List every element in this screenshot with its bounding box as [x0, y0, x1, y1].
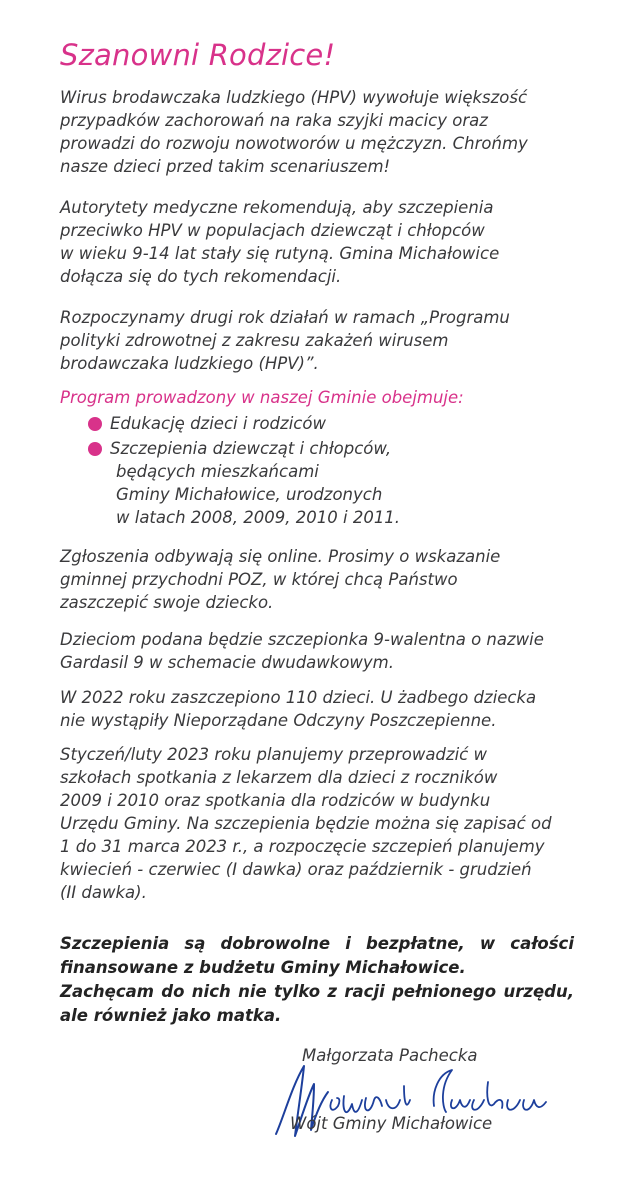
vaccine-line: Gardasil 9 w schemacie dwudawkowym. [60, 653, 395, 672]
vaccine-line: Dzieciom podana będzie szczepionka 9-walentna o nazwie [60, 630, 544, 649]
intro-line: Wirus brodawczaka ludzkiego (HPV) wywołuje większość [60, 88, 528, 107]
registration-line: zaszczepić swoje dziecko. [60, 593, 274, 612]
closing-line: ale również jako matka. [60, 1006, 282, 1025]
plan-line: 1 do 31 marca 2023 r., a rozpoczęcie szczepień planujemy [60, 837, 545, 856]
list-item-line: Gminy Michałowice, urodzonych [116, 485, 383, 504]
list-item [88, 412, 558, 435]
program-start-line: polityki zdrowotnej z zakresu zakażeń wirusem [60, 331, 449, 350]
bullet-dot-icon [88, 442, 102, 456]
results-line: nie wystąpiły Nieporządane Odczyny Poszczepienne. [60, 711, 497, 730]
plan-line: (II dawka). [60, 883, 147, 902]
program-start-line: brodawczaka ludzkiego (HPV)”. [60, 354, 319, 373]
plan-line: Urzędu Gminy. Na szczepienia będzie można się zapisać od [60, 814, 552, 833]
intro-paragraph [60, 86, 574, 178]
list-item [88, 437, 558, 529]
page-title: Szanowni Rodzice! [60, 38, 336, 72]
list-item-line: będących mieszkańcami [116, 462, 319, 481]
plan-paragraph [60, 743, 574, 904]
recommendation-line: Autorytety medyczne rekomendują, aby szczepienia [60, 198, 494, 217]
recommendation-line: dołącza się do tych rekomendacji. [60, 267, 342, 286]
vaccine-paragraph [60, 628, 574, 674]
registration-paragraph [60, 545, 574, 614]
program-start-line: Rozpoczynamy drugi rok działań w ramach „Programu [60, 308, 510, 327]
program-heading: Program prowadzony w naszej Gminie obejmuje: [60, 388, 464, 407]
intro-line: prowadzi do rozwoju nowotworów u mężczyzn. Chrońmy [60, 134, 528, 153]
closing-line: finansowane z budżetu Gminy Michałowice. [60, 958, 466, 977]
closing-line: Zachęcam do nich nie tylko z racji pełnionego urzędu, [60, 982, 574, 1001]
list-item-line: Edukację dzieci i rodziców [110, 414, 326, 433]
closing-paragraph [60, 932, 574, 1028]
bullet-dot-icon [88, 417, 102, 431]
plan-line: kwiecień - czerwiec (I dawka) oraz październik - grudzień [60, 860, 532, 879]
recommendation-line: przeciwko HPV w populacjach dziewcząt i chłopców [60, 221, 485, 240]
intro-line: nasze dzieci przed takim scenariuszem! [60, 157, 391, 176]
recommendation-line: w wieku 9-14 lat stały się rutyną. Gmina Michałowice [60, 244, 500, 263]
list-item-line: w latach 2008, 2009, 2010 i 2011. [116, 508, 401, 527]
results-paragraph [60, 686, 574, 732]
list-item-line: Szczepienia dziewcząt i chłopców, [110, 439, 392, 458]
signatory-role: Wójt Gminy Michałowice [290, 1114, 493, 1133]
plan-line: 2009 i 2010 oraz spotkania dla rodziców w budynku [60, 791, 491, 810]
program-start-paragraph [60, 306, 574, 375]
registration-line: gminnej przychodni POZ, w której chcą Państwo [60, 570, 458, 589]
plan-line: szkołach spotkania z lekarzem dla dzieci z roczników [60, 768, 498, 787]
intro-line: przypadków zachorowań na raka szyjki macicy oraz [60, 111, 488, 130]
program-list [88, 412, 558, 529]
signatory-name: Małgorzata Pachecka [302, 1046, 478, 1065]
recommendation-paragraph [60, 196, 574, 288]
closing-line: Szczepienia są dobrowolne i bezpłatne, w całości [60, 934, 574, 953]
results-line: W 2022 roku zaszczepiono 110 dzieci. U żadbego dziecka [60, 688, 537, 707]
plan-line: Styczeń/luty 2023 roku planujemy przeprowadzić w [60, 745, 487, 764]
registration-line: Zgłoszenia odbywają się online. Prosimy o wskazanie [60, 547, 501, 566]
